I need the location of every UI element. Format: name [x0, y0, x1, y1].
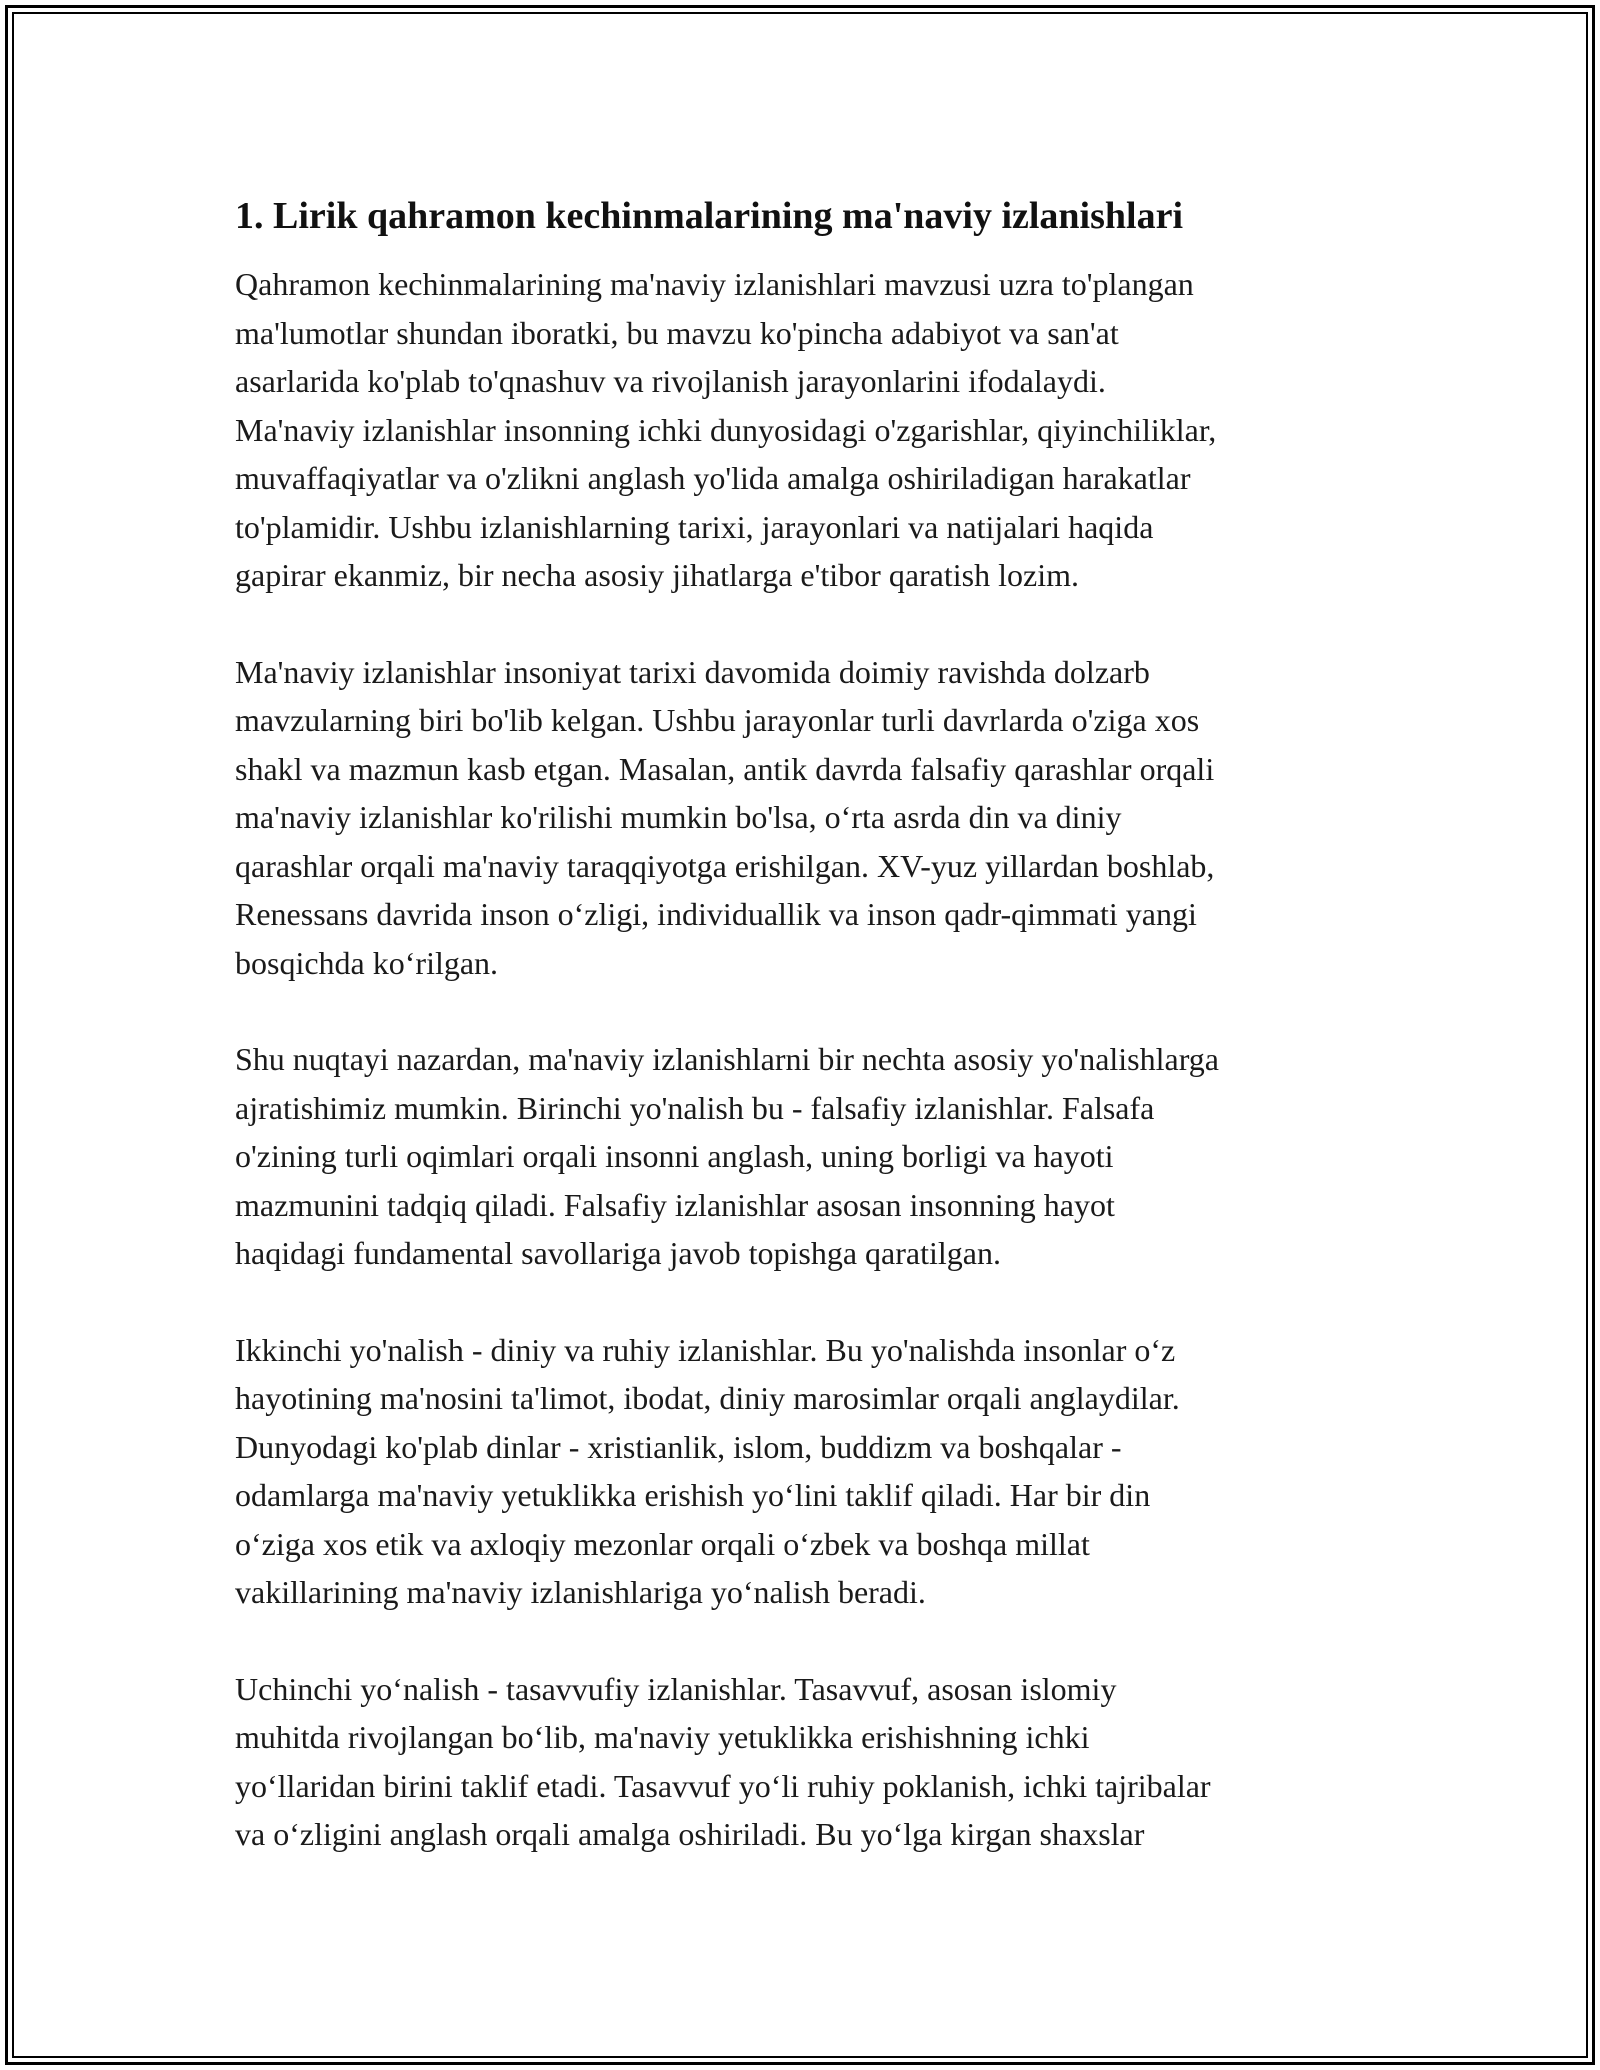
text-line: Dunyodagi ko'plab dinlar - xristianlik, islom, buddizm va boshqalar - [235, 1428, 1122, 1465]
paragraph-3 [235, 1035, 1375, 1278]
text-line: bosqichda ko‘rilgan. [235, 944, 499, 981]
text-line: asarlarida ko'plab to'qnashuv va rivojlanish jarayonlarini ifodalaydi. [235, 363, 1106, 399]
paragraph-1 [235, 260, 1375, 600]
section-heading: 1. Lirik qahramon kechinmalarining ma'naviy izlanishlari [235, 195, 1184, 237]
text-line: Ma'naviy izlanishlar insoniyat tarixi davomida doimiy ravishda dolzarb [235, 653, 1150, 690]
text-line: to'plamidir. Ushbu izlanishlarning tarixi, jarayonlari va natijalari haqida [235, 508, 1154, 545]
text-line: qarashlar orqali ma'naviy taraqqiyotga erishilgan. XV-yuz yillardan boshlab, [235, 847, 1215, 884]
text-line: Shu nuqtayi nazardan, ma'naviy izlanishlarni bir nechta asosiy yo'nalishlarga [235, 1041, 1219, 1077]
text-line: Uchinchi yo‘nalish - tasavvufiy izlanishlar. Tasavvuf, asosan islomiy [235, 1670, 1117, 1707]
text-line: Renessans davrida inson o‘zligi, individuallik va inson qadr-qimmati yangi [235, 896, 1197, 932]
paragraph-2 [235, 648, 1375, 988]
text-line: yo‘llaridan birini taklif etadi. Tasavvuf yo‘li ruhiy poklanish, ichki tajribalar [235, 1767, 1211, 1804]
text-line: Ma'naviy izlanishlar insonning ichki dunyosidagi o'zgarishlar, qiyinchiliklar, [235, 411, 1217, 448]
text-line: odamlarga ma'naviy yetuklikka erishish yo‘lini taklif qiladi. Har bir din [235, 1477, 1151, 1513]
text-line: mazmunini tadqiq qiladi. Falsafiy izlanishlar asosan insonning hayot [235, 1186, 1115, 1223]
paragraph-5 [235, 1665, 1375, 1859]
text-line: shakl va mazmun kasb etgan. Masalan, antik davrda falsafiy qarashlar orqali [235, 750, 1215, 787]
text-line: vakillarining ma'naviy izlanishlariga yo‘nalish beradi. [235, 1574, 926, 1610]
text-line: Qahramon kechinmalarining ma'naviy izlanishlari mavzusi uzra to'plangan [235, 266, 1194, 302]
text-line: o‘ziga xos etik va axloqiy mezonlar orqali o‘zbek va boshqa millat [235, 1525, 1090, 1562]
text-line: hayotining ma'nosini ta'limot, ibodat, diniy marosimlar orqali anglaydilar. [235, 1380, 1180, 1416]
text-line: va o‘zligini anglash orqali amalga oshiriladi. Bu yo‘lga kirgan shaxslar [235, 1816, 1145, 1852]
text-line: o'zining turli oqimlari orqali insonni anglash, uning borligi va hayoti [235, 1138, 1114, 1174]
paragraph-4 [235, 1326, 1375, 1617]
text-line: Ikkinchi yo'nalish - diniy va ruhiy izlanishlar. Bu yo'nalishda insonlar o‘z [235, 1331, 1176, 1368]
text-line: ajratishimiz mumkin. Birinchi yo'nalish bu - falsafiy izlanishlar. Falsafa [235, 1089, 1155, 1126]
text-line: muvaffaqiyatlar va o'zlikni anglash yo'lida amalga oshiriladigan harakatlar [235, 460, 1191, 496]
text-line: ma'lumotlar shundan iboratki, bu mavzu ko'pincha adabiyot va san'at [235, 314, 1119, 351]
document-body [235, 192, 1375, 1907]
text-line: gapirar ekanmiz, bir necha asosiy jihatlarga e'tibor qaratish lozim. [235, 557, 1079, 593]
text-line: ma'naviy izlanishlar ko'rilishi mumkin bo'lsa, o‘rta asrda din va diniy [235, 799, 1122, 835]
text-line: haqidagi fundamental savollariga javob topishga qaratilgan. [235, 1235, 1001, 1271]
text-line: muhitda rivojlangan bo‘lib, ma'naviy yetuklikka erishishning ichki [235, 1719, 1090, 1755]
text-line: mavzularning biri bo'lib kelgan. Ushbu jarayonlar turli davrlarda o'ziga xos [235, 702, 1200, 738]
